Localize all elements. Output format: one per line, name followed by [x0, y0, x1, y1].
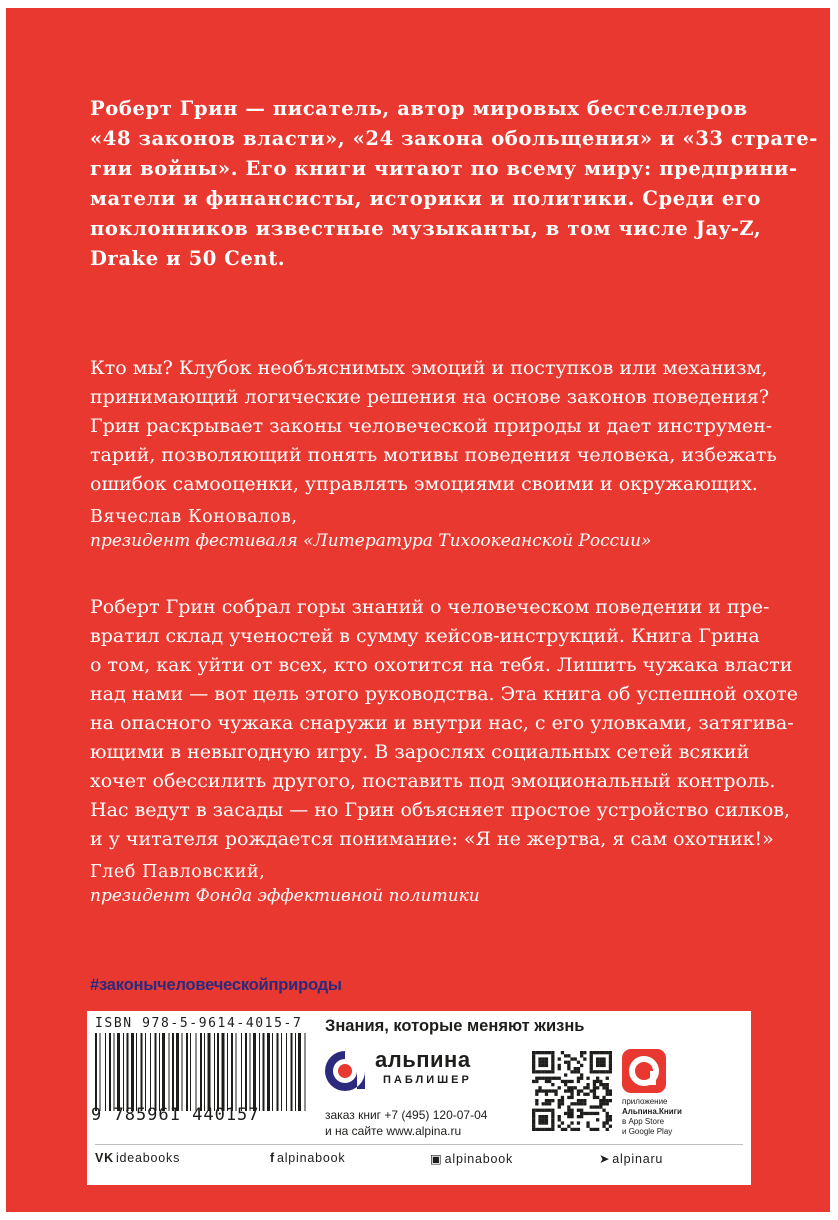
instagram-icon: ▣ [430, 1152, 443, 1166]
intro-line: Роберт Грин — писатель, автор мировых бестселлеров [90, 97, 748, 120]
barcode-digits: 9 785961 440157 [91, 1105, 260, 1125]
social-handle: alpinabook [444, 1152, 514, 1166]
publisher-name: альпина [375, 1047, 471, 1072]
publisher-info-box [87, 1011, 751, 1185]
app-promo-line: и Google Play [622, 1127, 673, 1136]
quote-line: вратил склад ученостей в сумму кейсов-инструкций. Книга Грина [90, 625, 760, 647]
app-name: Альпина.Книги [622, 1107, 682, 1116]
facebook-icon: f [270, 1151, 275, 1165]
intro-line: поклонников известные музыканты, в том числе Jay-Z, [90, 217, 762, 240]
qr-code-icon [532, 1051, 612, 1131]
barcode-icon [95, 1033, 307, 1111]
quote-line: на опасного чужака снаружи и внутри нас, с его уловками, затягива- [90, 712, 794, 734]
vk-icon: VK [95, 1151, 114, 1165]
review-quote-1 [90, 354, 790, 553]
quote-line: Роберт Грин собрал горы знаний о человеческом поведении и пре- [90, 596, 770, 618]
publisher-subtitle: ПАБЛИШЕР [383, 1074, 472, 1086]
hashtag: #законычеловеческойприроды [90, 976, 342, 994]
divider [95, 1144, 743, 1145]
order-phone: заказ книг +7 (495) 120-07-04 [325, 1108, 488, 1122]
quote-line: Грин раскрывает законы человеческой природы и дает инструмен- [90, 415, 773, 437]
quote-line: о том, как уйти от всех, кто охотится на тебя. Лишить чужака власти [90, 654, 793, 676]
app-promo-line: приложение [622, 1097, 668, 1106]
quote-line: тарий, позволяющий понять мотивы поведения человека, избежать [90, 444, 777, 466]
app-promo [622, 1097, 702, 1137]
quote-line: и у читателя рождается понимание: «Я не жертва, я сам охотник!» [90, 828, 774, 850]
intro-line: Drake и 50 Cent. [90, 247, 286, 270]
publisher-slogan: Знания, которые меняют жизнь [325, 1017, 585, 1035]
intro-line: матели и финансисты, историки и политики. Среди его [90, 187, 762, 210]
social-telegram [599, 1151, 663, 1166]
quote-line: Нас ведут в засады — но Грин объясняет простое устройство силков, [90, 799, 791, 821]
intro-line: «48 законов власти», «24 закона обольщения» и «33 страте- [90, 127, 818, 150]
author-intro [90, 94, 818, 274]
social-handle: alpinaru [612, 1152, 664, 1166]
order-website: и на сайте www.alpina.ru [325, 1124, 462, 1138]
social-vk [95, 1151, 180, 1165]
social-handle: ideabooks [115, 1151, 181, 1165]
social-instagram [430, 1151, 513, 1166]
quote-line: хочет обессилить другого, поставить под эмоциональный контроль. [90, 770, 776, 792]
intro-line: гии войны». Его книги читают по всему миру: предприни- [90, 157, 798, 180]
quote-author-role: президент Фонда эффективной политики [90, 886, 480, 906]
telegram-icon: ➤ [599, 1152, 611, 1166]
quote-line: Кто мы? Клубок необъяснимых эмоций и поступков или механизм, [90, 357, 768, 379]
review-quote-2 [90, 593, 799, 908]
quote-author-role: президент фестиваля «Литература Тихоокеанской России» [90, 531, 652, 551]
social-handle: alpinabook [276, 1151, 346, 1165]
app-promo-line: в App Store [622, 1117, 665, 1126]
social-facebook [270, 1151, 345, 1165]
quote-author: Вячеслав Коновалов, [90, 507, 298, 527]
quote-line: ошибок самооценки, управлять эмоциями своими и окружающих. [90, 473, 758, 495]
quote-line: ющими в невыгодную игру. В зарослях социальных сетей всякий [90, 741, 750, 763]
quote-line: над нами — вот цель этого руководства. Эта книга об успешной охоте [90, 683, 799, 705]
book-back-cover [6, 8, 830, 1212]
quote-author: Глеб Павловский, [90, 862, 266, 882]
quote-line: принимающий логические решения на основе законов поведения? [90, 386, 770, 408]
app-logo-icon [622, 1049, 666, 1093]
order-info [325, 1107, 487, 1139]
isbn-number: ISBN 978-5-9614-4015-7 [95, 1016, 303, 1031]
